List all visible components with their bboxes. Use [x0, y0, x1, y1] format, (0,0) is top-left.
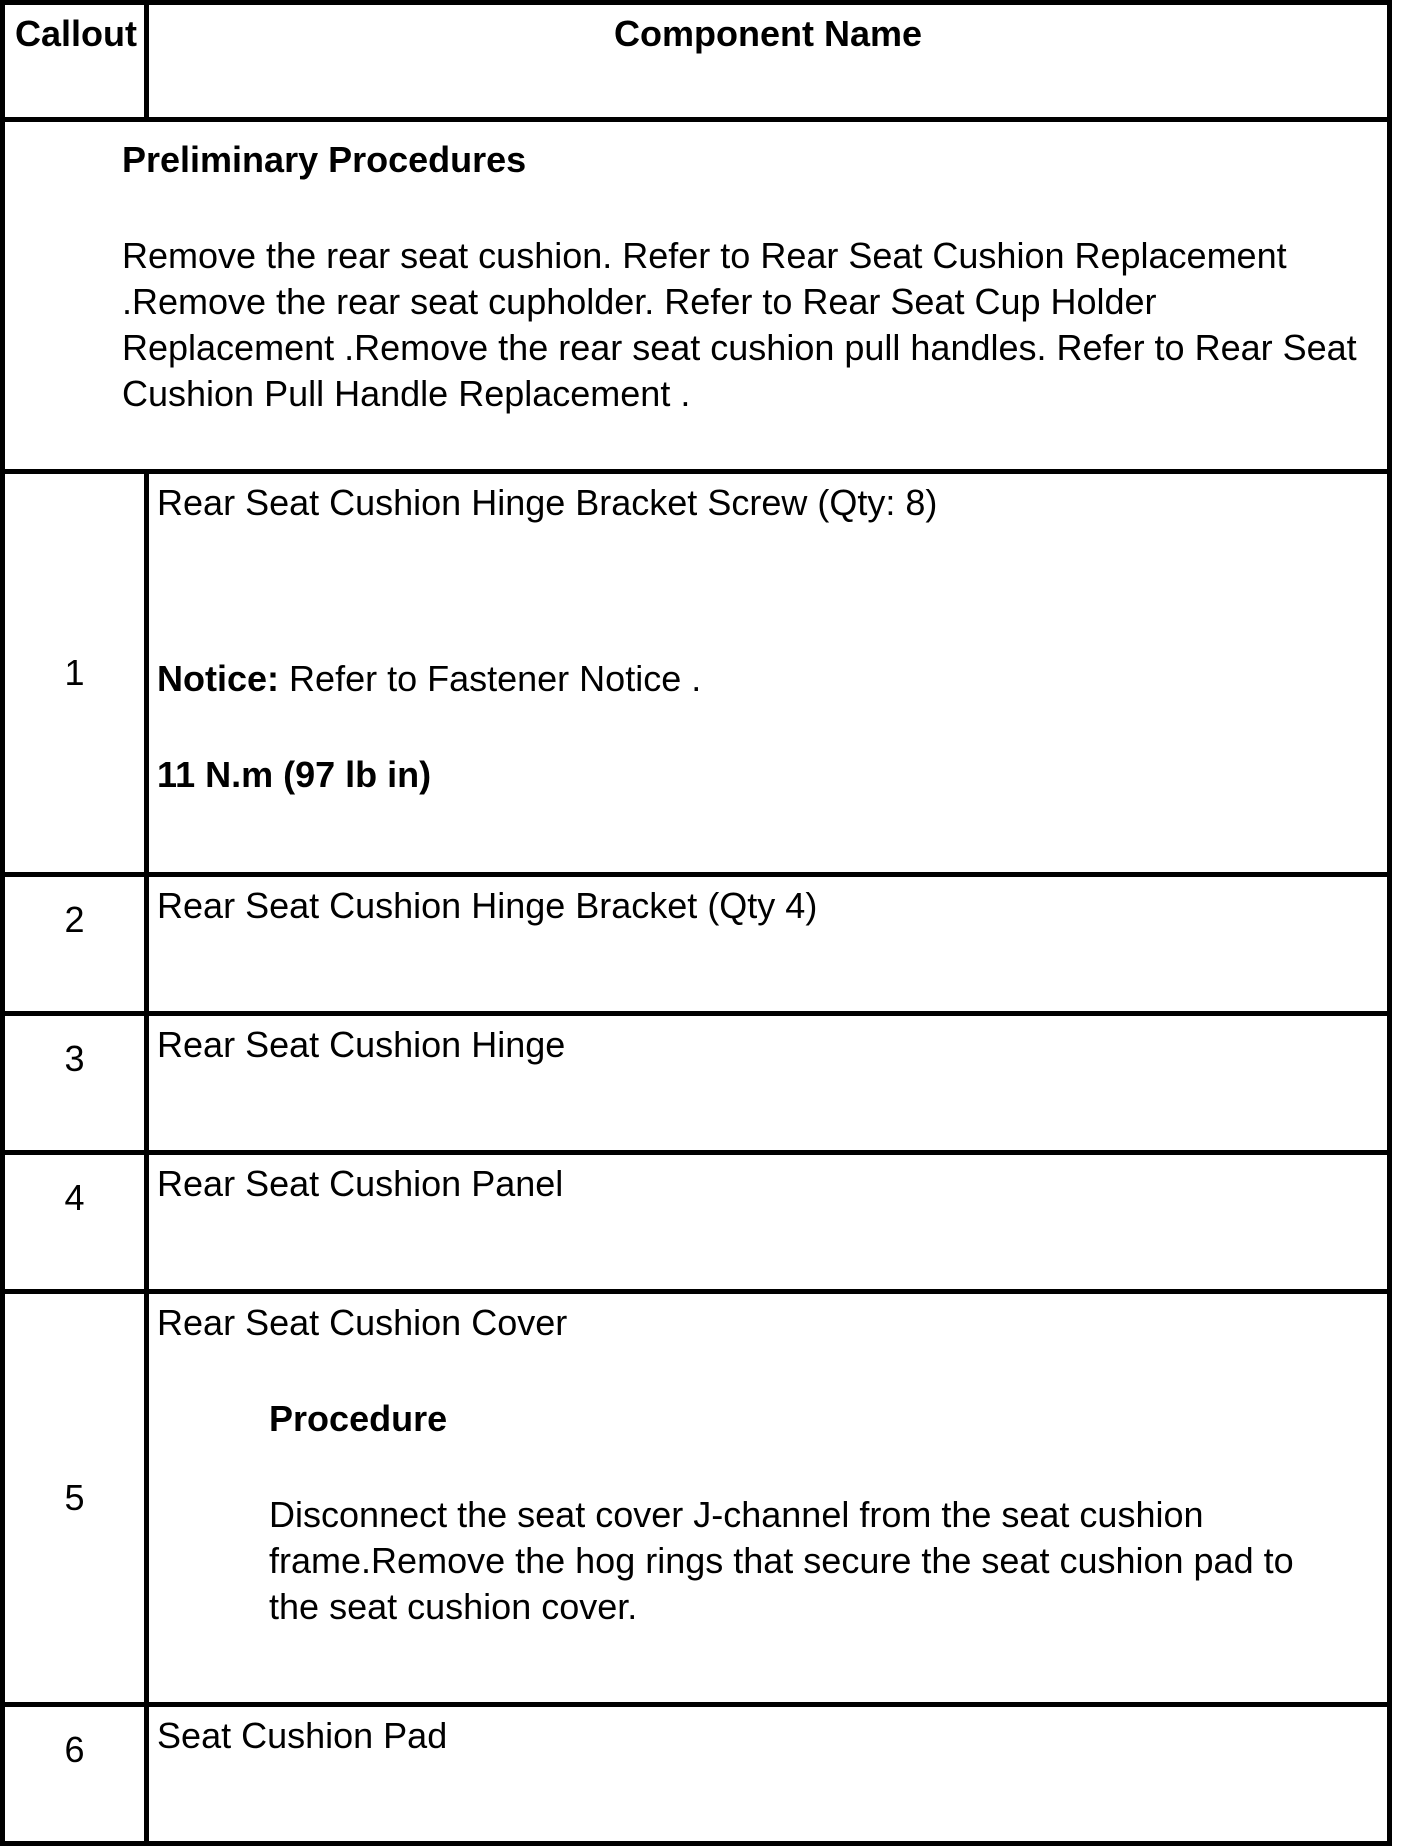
- torque-spec: 11 N.m (97 lb in): [157, 754, 432, 795]
- table-row: [3, 1292, 1390, 1705]
- callout-number: 6: [3, 1705, 147, 1844]
- callout-number: 5: [3, 1292, 147, 1705]
- component-name-column-header: Component Name: [147, 3, 1390, 120]
- notice-label: Notice:: [157, 658, 280, 699]
- callout-column-header: Callout: [3, 3, 147, 120]
- component-name: Rear Seat Cushion Panel: [147, 1153, 1390, 1292]
- procedure-text: Disconnect the seat cover J-channel from the seat cushion frame.Remove the hog rings that secure the seat cushion pad to the seat cushion cover.: [269, 1494, 1294, 1627]
- notice-line: [157, 656, 1387, 702]
- callout-number: 2: [3, 875, 147, 1014]
- table-row: [3, 1014, 1390, 1153]
- preliminary-procedures-text: Remove the rear seat cushion. Refer to Rear Seat Cushion Replacement .Remove the rear seat cupholder. Refer to Rear Seat Cup Holder Replacement .Remove the rear seat cushion pull handles. Refer to Rear Seat Cushion Pull Handle Replacement .: [122, 235, 1357, 414]
- callout-number: 1: [3, 472, 147, 875]
- table-row: [3, 1705, 1390, 1844]
- component-name: Seat Cushion Pad: [147, 1705, 1390, 1844]
- procedure-title: Procedure: [269, 1398, 448, 1439]
- preliminary-procedures-title: Preliminary Procedures: [122, 139, 527, 180]
- procedure-block: [157, 1396, 1387, 1630]
- component-cell: [147, 472, 1390, 875]
- component-name: Rear Seat Cushion Hinge: [147, 1014, 1390, 1153]
- notice-text: Refer to Fastener Notice .: [279, 658, 702, 699]
- callout-number: 4: [3, 1153, 147, 1292]
- table-row: [3, 875, 1390, 1014]
- component-name: Rear Seat Cushion Hinge Bracket (Qty 4): [147, 875, 1390, 1014]
- table-row: [3, 1153, 1390, 1292]
- preliminary-procedures-cell: [3, 120, 1390, 472]
- component-cell: [147, 1292, 1390, 1705]
- table-header-row: [3, 3, 1390, 120]
- callout-number: 3: [3, 1014, 147, 1153]
- component-name: Rear Seat Cushion Hinge Bracket Screw (Qty: 8): [157, 482, 938, 523]
- table-row: [3, 472, 1390, 875]
- preliminary-procedures-row: [3, 120, 1390, 472]
- component-name: Rear Seat Cushion Cover: [157, 1302, 568, 1343]
